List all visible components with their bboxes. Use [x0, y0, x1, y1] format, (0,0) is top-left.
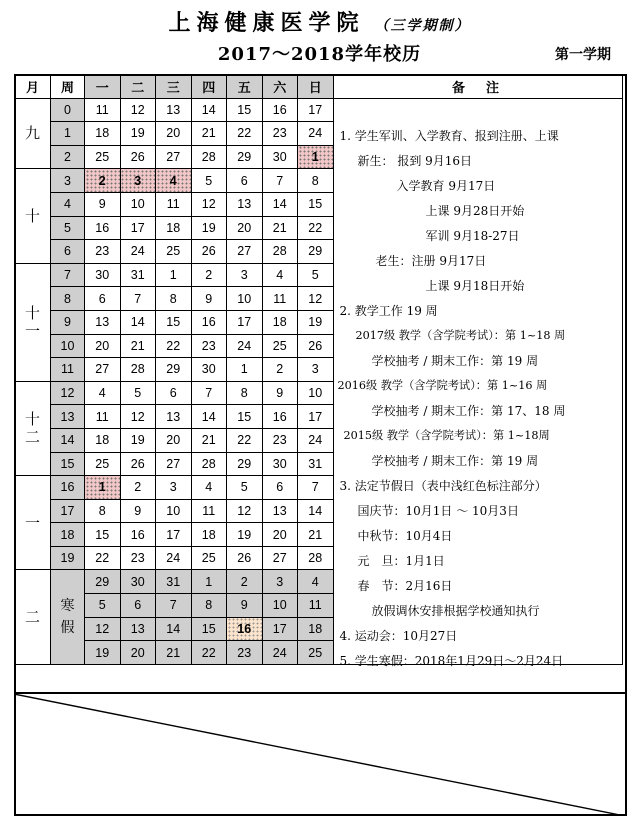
date-cell: 18 — [262, 310, 298, 334]
date-cell: 7 — [120, 287, 156, 311]
note-line: 1. 学生军训、入学教育、报到注册、上课 — [339, 128, 559, 143]
note-line: 上课 9月18日开始 — [425, 278, 525, 293]
date-cell: 27 — [156, 145, 192, 169]
date-cell: 8 — [227, 381, 263, 405]
date-cell: 17 — [298, 98, 334, 122]
date-cell: 16 — [262, 405, 298, 429]
date-cell: 24 — [262, 641, 298, 665]
weekday-header: 日 — [298, 75, 334, 99]
date-cell: 27 — [156, 452, 192, 476]
date-cell: 12 — [120, 98, 156, 122]
date-cell: 9 — [85, 192, 121, 216]
date-cell: 23 — [85, 240, 121, 264]
date-cell: 23 — [262, 122, 298, 146]
week-number: 18 — [51, 523, 85, 547]
date-cell: 4 — [298, 570, 334, 594]
week-number: 16 — [51, 476, 85, 500]
date-cell: 30 — [120, 570, 156, 594]
date-cell: 9 — [191, 287, 227, 311]
date-cell: 11 — [191, 499, 227, 523]
date-cell: 6 — [120, 594, 156, 618]
date-cell: 18 — [156, 216, 192, 240]
date-cell: 6 — [227, 169, 263, 193]
date-cell: 31 — [120, 263, 156, 287]
date-cell: 22 — [191, 641, 227, 665]
date-cell: 21 — [298, 523, 334, 547]
date-cell: 19 — [191, 216, 227, 240]
date-cell: 22 — [156, 334, 192, 358]
date-cell: 20 — [156, 122, 192, 146]
date-cell: 10 — [156, 499, 192, 523]
month-label: 十 — [15, 169, 51, 263]
month-label: 十 一 — [15, 263, 51, 381]
date-cell: 17 — [227, 310, 263, 334]
date-cell: 4 — [262, 263, 298, 287]
date-cell: 28 — [191, 145, 227, 169]
week-number: 9 — [51, 310, 85, 334]
date-cell: 14 — [298, 499, 334, 523]
date-cell: 18 — [298, 617, 334, 641]
note-line: 上课 9月28日开始 — [425, 203, 525, 218]
date-cell: 5 — [85, 594, 121, 618]
date-cell: 25 — [156, 240, 192, 264]
date-cell: 24 — [156, 546, 192, 570]
date-cell: 13 — [85, 310, 121, 334]
week-number: 14 — [51, 428, 85, 452]
date-cell: 7 — [262, 169, 298, 193]
date-cell: 8 — [156, 287, 192, 311]
date-cell: 23 — [227, 641, 263, 665]
date-cell: 2 — [191, 263, 227, 287]
note-line: 2. 教学工作 19 周 — [339, 303, 438, 318]
date-cell: 14 — [191, 98, 227, 122]
date-cell: 9 — [120, 499, 156, 523]
date-cell: 17 — [156, 523, 192, 547]
date-cell: 24 — [120, 240, 156, 264]
school-title — [0, 6, 639, 37]
date-cell: 11 — [262, 287, 298, 311]
date-cell: 24 — [298, 122, 334, 146]
date-cell: 30 — [262, 452, 298, 476]
date-cell: 21 — [191, 428, 227, 452]
week-number: 2 — [51, 145, 85, 169]
date-cell: 7 — [191, 381, 227, 405]
note-line: 中秋节：10月4日 — [357, 528, 453, 543]
date-cell: 23 — [262, 428, 298, 452]
date-cell: 15 — [156, 310, 192, 334]
note-line: 入学教育 9月17日 — [396, 178, 496, 193]
date-cell: 17 — [298, 405, 334, 429]
date-cell: 20 — [227, 216, 263, 240]
date-cell: 26 — [191, 240, 227, 264]
term-label: 第一学期 — [555, 47, 611, 63]
date-cell: 12 — [120, 405, 156, 429]
date-cell: 29 — [156, 358, 192, 382]
date-cell: 25 — [85, 145, 121, 169]
date-cell: 21 — [156, 641, 192, 665]
date-cell: 22 — [227, 428, 263, 452]
winter-break-label: 寒 假 — [51, 570, 85, 664]
date-cell: 19 — [227, 523, 263, 547]
date-cell: 30 — [262, 145, 298, 169]
date-cell: 16 — [262, 98, 298, 122]
note-line: 新生： 报到 9月16日 — [357, 153, 473, 168]
date-cell: 18 — [85, 428, 121, 452]
date-cell: 26 — [120, 145, 156, 169]
date-cell: 6 — [262, 476, 298, 500]
note-line: 2016级 教学（含学院考试）：第 1~16 周 — [337, 378, 548, 392]
date-cell: 11 — [85, 405, 121, 429]
date-cell: 11 — [298, 594, 334, 618]
date-cell: 23 — [191, 334, 227, 358]
date-cell: 1 — [227, 358, 263, 382]
date-cell: 4 — [156, 169, 192, 193]
week-header: 周 — [51, 75, 85, 99]
date-cell: 8 — [191, 594, 227, 618]
note-line: 老生：注册 9月17日 — [375, 253, 487, 268]
date-cell: 19 — [120, 122, 156, 146]
calendar-header — [0, 0, 639, 68]
date-cell: 1 — [85, 476, 121, 500]
date-cell: 16 — [120, 523, 156, 547]
date-cell: 21 — [120, 334, 156, 358]
date-cell: 2 — [262, 358, 298, 382]
date-cell: 26 — [227, 546, 263, 570]
week-number: 11 — [51, 358, 85, 382]
date-cell: 6 — [156, 381, 192, 405]
date-cell: 14 — [262, 192, 298, 216]
date-cell: 29 — [85, 570, 121, 594]
date-cell: 9 — [262, 381, 298, 405]
date-cell: 5 — [191, 169, 227, 193]
date-cell: 15 — [191, 617, 227, 641]
weekday-header: 四 — [191, 75, 227, 99]
diagonal-line — [14, 694, 627, 816]
date-cell: 8 — [85, 499, 121, 523]
week-number: 4 — [51, 192, 85, 216]
month-header: 月 — [15, 75, 51, 99]
date-cell: 19 — [85, 641, 121, 665]
year-title: 2017～2018学年校历 — [217, 44, 422, 65]
note-line: 2015级 教学（含学院考试）：第 1~18周 — [343, 428, 550, 442]
date-cell: 14 — [191, 405, 227, 429]
date-cell: 13 — [227, 192, 263, 216]
date-cell: 2 — [120, 476, 156, 500]
date-cell: 10 — [120, 192, 156, 216]
date-cell: 6 — [85, 287, 121, 311]
date-cell: 12 — [85, 617, 121, 641]
note-line: 军训 9月18-27日 — [425, 228, 520, 243]
date-cell: 13 — [120, 617, 156, 641]
date-cell: 7 — [298, 476, 334, 500]
date-cell: 12 — [298, 287, 334, 311]
note-line: 元 旦：1月1日 — [357, 553, 445, 568]
month-label: 一 — [15, 476, 51, 570]
date-cell: 29 — [227, 452, 263, 476]
date-cell: 12 — [227, 499, 263, 523]
blank-notes-box — [14, 692, 627, 816]
date-cell: 10 — [227, 287, 263, 311]
week-number: 12 — [51, 381, 85, 405]
date-cell: 17 — [262, 617, 298, 641]
date-cell: 10 — [298, 381, 334, 405]
note-line: 学校抽考 / 期末工作：第 19 周 — [371, 353, 539, 368]
date-cell: 29 — [298, 240, 334, 264]
date-cell: 13 — [262, 499, 298, 523]
date-cell: 15 — [227, 98, 263, 122]
week-number: 5 — [51, 216, 85, 240]
date-cell: 31 — [156, 570, 192, 594]
week-number: 0 — [51, 98, 85, 122]
date-cell: 5 — [298, 263, 334, 287]
date-cell: 12 — [191, 192, 227, 216]
date-cell: 15 — [298, 192, 334, 216]
date-cell: 18 — [191, 523, 227, 547]
notes-header: 备 注 — [333, 75, 622, 99]
week-number: 17 — [51, 499, 85, 523]
date-cell: 4 — [191, 476, 227, 500]
date-cell: 20 — [262, 523, 298, 547]
date-cell: 2 — [227, 570, 263, 594]
date-cell: 11 — [156, 192, 192, 216]
date-cell: 10 — [262, 594, 298, 618]
date-cell: 28 — [298, 546, 334, 570]
weekday-header: 六 — [262, 75, 298, 99]
note-line: 春 节：2月16日 — [357, 578, 453, 593]
date-cell: 25 — [85, 452, 121, 476]
date-cell: 2 — [85, 169, 121, 193]
date-cell: 26 — [120, 452, 156, 476]
date-cell: 21 — [262, 216, 298, 240]
date-cell: 19 — [298, 310, 334, 334]
month-label: 十 二 — [15, 381, 51, 475]
date-cell: 13 — [156, 405, 192, 429]
date-cell: 20 — [120, 641, 156, 665]
date-cell: 28 — [191, 452, 227, 476]
note-line: 放假调休安排根据学校通知执行 — [371, 603, 540, 618]
date-cell: 16 — [191, 310, 227, 334]
date-cell: 3 — [120, 169, 156, 193]
date-cell: 1 — [298, 145, 334, 169]
date-cell: 22 — [85, 546, 121, 570]
date-cell: 16 — [85, 216, 121, 240]
date-cell: 11 — [85, 98, 121, 122]
week-number: 6 — [51, 240, 85, 264]
date-cell: 4 — [85, 381, 121, 405]
date-cell: 24 — [298, 428, 334, 452]
date-cell: 23 — [120, 546, 156, 570]
date-cell: 3 — [262, 570, 298, 594]
date-cell: 31 — [298, 452, 334, 476]
note-line: 学校抽考 / 期末工作：第 17、18 周 — [371, 403, 566, 418]
date-cell: 26 — [298, 334, 334, 358]
date-cell: 20 — [85, 334, 121, 358]
date-cell: 13 — [156, 98, 192, 122]
date-cell: 14 — [156, 617, 192, 641]
date-cell: 20 — [156, 428, 192, 452]
date-cell: 1 — [191, 570, 227, 594]
weekday-header: 三 — [156, 75, 192, 99]
date-cell: 25 — [191, 546, 227, 570]
date-cell: 3 — [156, 476, 192, 500]
week-number: 1 — [51, 122, 85, 146]
week-number: 7 — [51, 263, 85, 287]
date-cell: 17 — [120, 216, 156, 240]
date-cell: 29 — [227, 145, 263, 169]
note-line: 学校抽考 / 期末工作：第 19 周 — [371, 453, 539, 468]
week-number: 13 — [51, 405, 85, 429]
date-cell: 22 — [227, 122, 263, 146]
date-cell: 27 — [85, 358, 121, 382]
note-line: 3. 法定节假日（表中浅红色标注部分） — [339, 478, 547, 493]
date-cell: 24 — [227, 334, 263, 358]
date-cell: 25 — [262, 334, 298, 358]
date-cell: 7 — [156, 594, 192, 618]
week-number: 10 — [51, 334, 85, 358]
school-name: 上海健康医学院 — [168, 10, 365, 36]
date-cell: 14 — [120, 310, 156, 334]
weekday-header: 二 — [120, 75, 156, 99]
date-cell: 15 — [227, 405, 263, 429]
date-cell: 30 — [191, 358, 227, 382]
note-line: 5. 学生寒假：2018年1月29日～2月24日 — [339, 653, 564, 668]
week-number: 8 — [51, 287, 85, 311]
date-cell: 15 — [85, 523, 121, 547]
date-cell: 18 — [85, 122, 121, 146]
date-cell: 21 — [191, 122, 227, 146]
week-number: 15 — [51, 452, 85, 476]
date-cell: 27 — [262, 546, 298, 570]
trimester-note: （三学期制） — [374, 18, 471, 34]
date-cell: 28 — [120, 358, 156, 382]
date-cell: 16 — [227, 617, 263, 641]
date-cell: 19 — [120, 428, 156, 452]
weekday-header: 一 — [85, 75, 121, 99]
week-number: 3 — [51, 169, 85, 193]
month-label: 九 — [15, 98, 51, 169]
date-cell: 28 — [262, 240, 298, 264]
note-line: 国庆节：10月1日 ～ 10月3日 — [357, 503, 519, 518]
date-cell: 9 — [227, 594, 263, 618]
month-label: 二 — [15, 570, 51, 664]
date-cell: 27 — [227, 240, 263, 264]
date-cell: 30 — [85, 263, 121, 287]
weekday-header: 五 — [227, 75, 263, 99]
date-cell: 3 — [298, 358, 334, 382]
week-number: 19 — [51, 546, 85, 570]
date-cell: 5 — [227, 476, 263, 500]
note-line: 2017级 教学（含学院考试）：第 1~18 周 — [355, 328, 566, 342]
date-cell: 8 — [298, 169, 334, 193]
date-cell: 22 — [298, 216, 334, 240]
note-line: 4. 运动会：10月27日 — [339, 628, 458, 643]
date-cell: 25 — [298, 641, 334, 665]
date-cell: 1 — [156, 263, 192, 287]
date-cell: 5 — [120, 381, 156, 405]
date-cell: 3 — [227, 263, 263, 287]
